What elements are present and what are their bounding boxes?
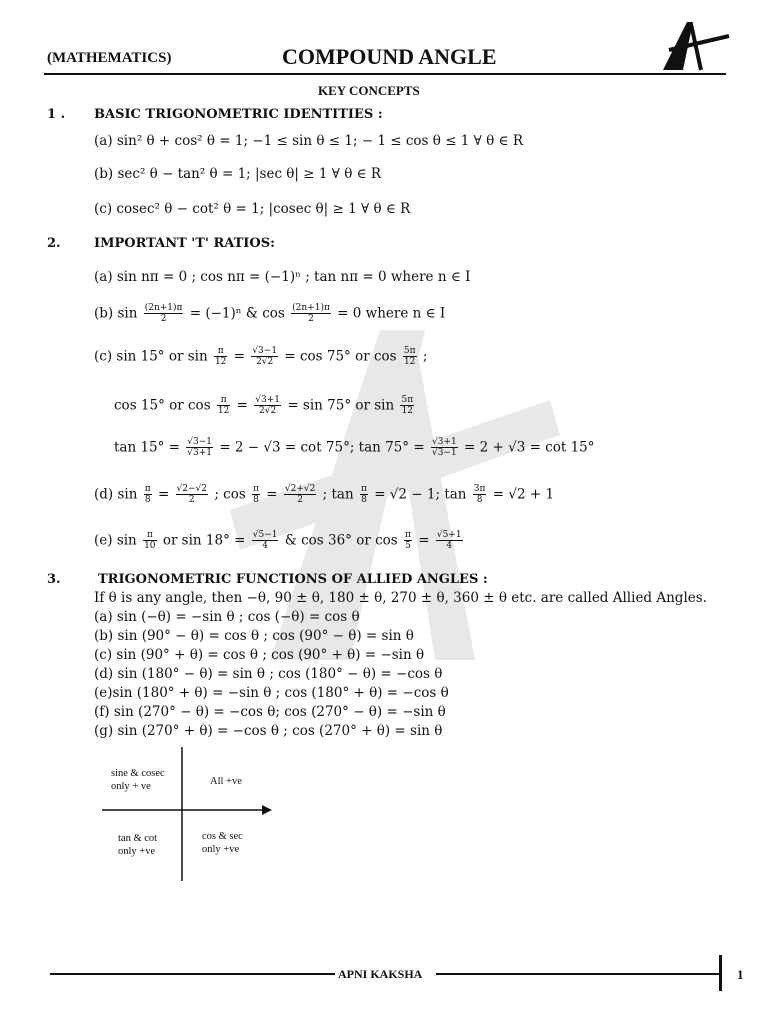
- allied-d: (d) sin (180° − θ) = sin θ ; cos (180° − θ) = −cos θ: [94, 666, 443, 682]
- section-2-heading: IMPORTANT 'T' RATIOS:: [94, 236, 275, 251]
- allied-f: (f) sin (270° − θ) = −cos θ; cos (270° − θ) = −sin θ: [94, 704, 446, 720]
- key-concepts-heading: KEY CONCEPTS: [318, 83, 420, 98]
- identity-a: (a) sin² θ + cos² θ = 1; −1 ≤ sin θ ≤ 1; − 1 ≤ cos θ ≤ 1 ∀ θ ∈ R: [94, 133, 523, 149]
- allied-g: (g) sin (270° + θ) = −cos θ ; cos (270° + θ) = sin θ: [94, 723, 443, 739]
- ratio-a: (a) sin nπ = 0 ; cos nπ = (−1)ⁿ ; tan nπ = 0 where n ∈ I: [94, 269, 471, 285]
- allied-a: (a) sin (−θ) = −sin θ ; cos (−θ) = cos θ: [94, 609, 360, 625]
- ratio-b: (b) sin $\frac{(2n+1)\pi}{2}$ = (−1)ⁿ & cos $\frac{(2n+1)\pi}{2}$ = 0 where n ∈ I: [94, 303, 446, 325]
- ratio-d: (d) sin $\frac{\pi}{8}$ = $\frac{√2-√2}{2}$ ; cos $\frac{\pi}{8}$ = $\frac{√2+√2}{2}$ ; tan $\frac{\pi}{8}$ = √2 − 1; tan $\frac{3\pi}{8}$ = √2 + 1: [94, 484, 555, 506]
- allied-intro: If θ is any angle, then −θ, 90 ± θ, 180 ± θ, 270 ± θ, 360 ± θ etc. are called Allied Angles.: [94, 590, 707, 606]
- footer-rule-right: [436, 973, 720, 975]
- footer-bar: [719, 955, 722, 991]
- ratio-c-sin15: (c) sin 15° or sin $\frac{\pi}{12}$ = $\frac{√3-1}{2√2}$ = cos 75° or cos $\frac{5\pi}{12}$ ;: [94, 346, 428, 368]
- section-3-number: 3.: [47, 572, 61, 587]
- page-number: 1: [737, 967, 744, 982]
- section-2-number: 2.: [47, 236, 61, 251]
- footer-rule-left: [50, 973, 335, 975]
- subject-label: (MATHEMATICS): [47, 50, 172, 66]
- allied-b: (b) sin (90° − θ) = cos θ ; cos (90° − θ) = sin θ: [94, 628, 414, 644]
- section-1-number: 1 .: [47, 107, 66, 122]
- identity-b: (b) sec² θ − tan² θ = 1; |sec θ| ≥ 1 ∀ θ ∈ R: [94, 166, 382, 182]
- ratio-c-cos15: cos 15° or cos $\frac{\pi}{12}$ = $\frac{√3+1}{2√2}$ = sin 75° or sin $\frac{5\pi}{12}$: [114, 395, 414, 417]
- quadrant-1-label: All +ve: [210, 776, 242, 787]
- ratio-e: (e) sin $\frac{\pi}{10}$ or sin 18° = $\frac{√5-1}{4}$ & cos 36° or cos $\frac{\pi}{5}$ = $\frac{√5+1}{4}$: [94, 530, 462, 552]
- allied-c: (c) sin (90° + θ) = cos θ ; cos (90° + θ) = −sin θ: [94, 647, 425, 663]
- section-1-heading: BASIC TRIGONOMETRIC IDENTITIES :: [94, 107, 383, 122]
- quadrant-4-label: cos & sec only +ve: [202, 831, 243, 856]
- header-rule: [44, 73, 726, 75]
- ratio-c-tan15: tan 15° = $\frac{√3-1}{√3+1}$ = 2 − √3 = cot 75°; tan 75° = $\frac{√3+1}{√3-1}$ = 2 + √3 = cot 15°: [114, 437, 595, 459]
- allied-e: (e)sin (180° + θ) = −sin θ ; cos (180° + θ) = −cos θ: [94, 685, 449, 701]
- footer-brand: APNI KAKSHA: [338, 967, 423, 981]
- quadrant-axes: [100, 745, 275, 885]
- section-3-heading: TRIGONOMETRIC FUNCTIONS OF ALLIED ANGLES :: [98, 572, 488, 587]
- identity-c: (c) cosec² θ − cot² θ = 1; |cosec θ| ≥ 1 ∀ θ ∈ R: [94, 201, 411, 217]
- brand-logo: [655, 18, 735, 78]
- page-title: COMPOUND ANGLE: [282, 44, 497, 69]
- quadrant-2-label: sine & cosec only + ve: [111, 768, 165, 793]
- quadrant-3-label: tan & cot only +ve: [118, 833, 158, 858]
